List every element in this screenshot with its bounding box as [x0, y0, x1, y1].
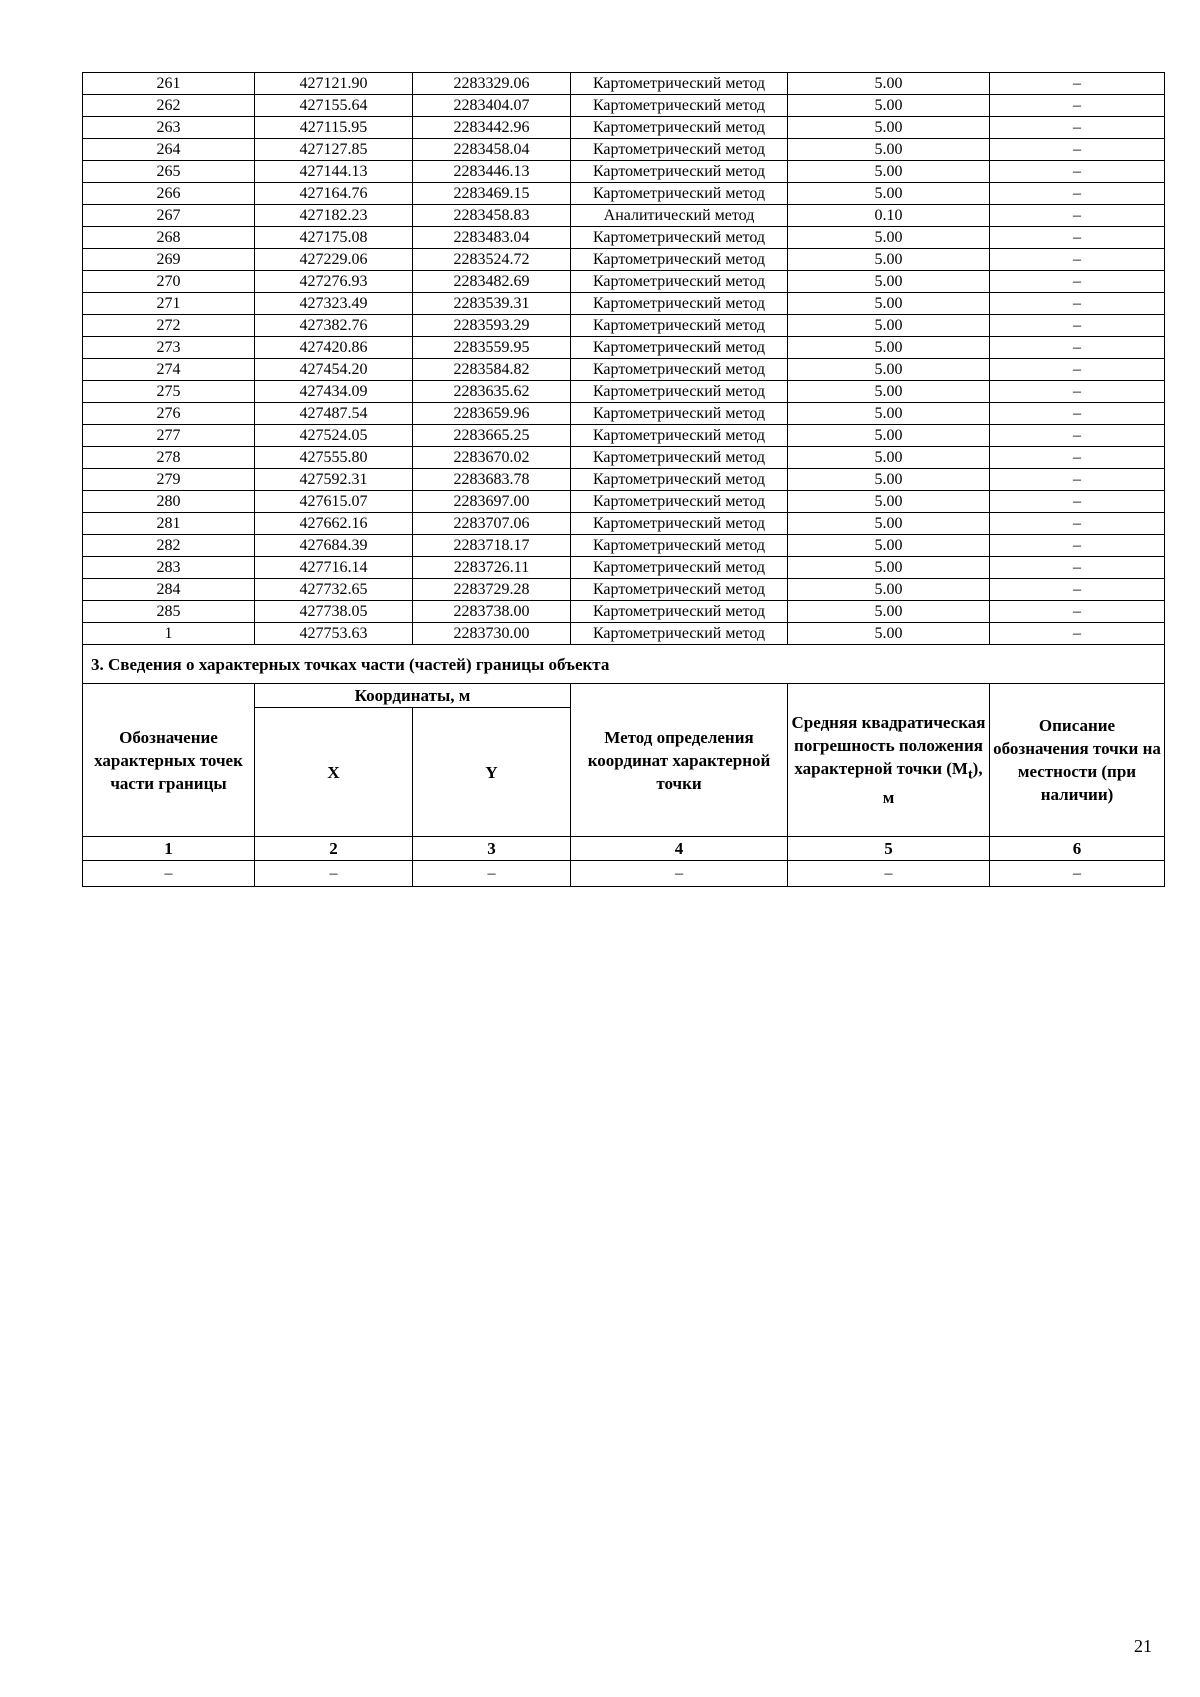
error-cell: 5.00 — [788, 513, 990, 535]
point-id-cell: 276 — [83, 403, 255, 425]
description-cell: – — [990, 535, 1165, 557]
description-cell: – — [990, 513, 1165, 535]
point-id-cell: 267 — [83, 205, 255, 227]
y-coordinate-cell: 2283329.06 — [413, 73, 571, 95]
x-coordinate-cell: 427716.14 — [255, 557, 413, 579]
error-cell: 0.10 — [788, 205, 990, 227]
error-cell: 5.00 — [788, 557, 990, 579]
x-coordinate-cell: 427434.09 — [255, 381, 413, 403]
table-row — [83, 293, 1165, 315]
x-coordinate-cell: 427229.06 — [255, 249, 413, 271]
table-row — [83, 403, 1165, 425]
method-cell: Картометрический метод — [571, 557, 788, 579]
point-id-cell: 285 — [83, 601, 255, 623]
method-cell: Картометрический метод — [571, 469, 788, 491]
x-coordinate-cell: 427276.93 — [255, 271, 413, 293]
table-row — [83, 205, 1165, 227]
table-row — [83, 491, 1165, 513]
point-id-cell: 261 — [83, 73, 255, 95]
y-coordinate-cell: 2283593.29 — [413, 315, 571, 337]
method-cell: Картометрический метод — [571, 315, 788, 337]
y-coordinate-cell: 2283469.15 — [413, 183, 571, 205]
table-cell: – — [255, 861, 413, 887]
header-method: Метод определения координат характерной точки — [571, 684, 788, 837]
header-error — [788, 684, 990, 837]
y-coordinate-cell: 2283584.82 — [413, 359, 571, 381]
y-coordinate-cell: 2283635.62 — [413, 381, 571, 403]
table-row — [83, 95, 1165, 117]
description-cell: – — [990, 359, 1165, 381]
table-row — [83, 381, 1165, 403]
description-cell: – — [990, 293, 1165, 315]
description-cell: – — [990, 139, 1165, 161]
method-cell: Картометрический метод — [571, 491, 788, 513]
table-cell: – — [788, 861, 990, 887]
method-cell: Картометрический метод — [571, 95, 788, 117]
section3-table — [83, 645, 1165, 887]
table-row — [83, 73, 1165, 95]
x-coordinate-cell: 427144.13 — [255, 161, 413, 183]
table-row — [83, 447, 1165, 469]
table-row — [83, 161, 1165, 183]
description-cell: – — [990, 161, 1165, 183]
method-cell: Картометрический метод — [571, 425, 788, 447]
x-coordinate-cell: 427738.05 — [255, 601, 413, 623]
table-row — [83, 535, 1165, 557]
y-coordinate-cell: 2283539.31 — [413, 293, 571, 315]
error-cell: 5.00 — [788, 161, 990, 183]
point-id-cell: 270 — [83, 271, 255, 293]
header-description: Описание обозначения точки на местности (при наличии) — [990, 684, 1165, 837]
table-cell: – — [571, 861, 788, 887]
table-cell: – — [990, 861, 1165, 887]
y-coordinate-cell: 2283718.17 — [413, 535, 571, 557]
error-cell: 5.00 — [788, 271, 990, 293]
description-cell: – — [990, 183, 1165, 205]
method-cell: Картометрический метод — [571, 117, 788, 139]
points-table-body — [83, 73, 1165, 645]
x-coordinate-cell: 427115.95 — [255, 117, 413, 139]
error-cell: 5.00 — [788, 359, 990, 381]
error-cell: 5.00 — [788, 601, 990, 623]
point-id-cell: 284 — [83, 579, 255, 601]
point-id-cell: 266 — [83, 183, 255, 205]
point-id-cell: 271 — [83, 293, 255, 315]
y-coordinate-cell: 2283729.28 — [413, 579, 571, 601]
point-id-cell: 268 — [83, 227, 255, 249]
error-cell: 5.00 — [788, 117, 990, 139]
error-cell: 5.00 — [788, 73, 990, 95]
point-id-cell: 273 — [83, 337, 255, 359]
error-cell: 5.00 — [788, 293, 990, 315]
y-coordinate-cell: 2283442.96 — [413, 117, 571, 139]
point-id-cell: 279 — [83, 469, 255, 491]
description-cell: – — [990, 73, 1165, 95]
page-number: 21 — [1134, 1636, 1152, 1656]
table-row — [83, 139, 1165, 161]
method-cell: Картометрический метод — [571, 623, 788, 645]
x-coordinate-cell: 427662.16 — [255, 513, 413, 535]
table-row — [83, 337, 1165, 359]
method-cell: Картометрический метод — [571, 139, 788, 161]
method-cell: Аналитический метод — [571, 205, 788, 227]
coordinates-table — [82, 72, 1165, 887]
y-coordinate-cell: 2283665.25 — [413, 425, 571, 447]
x-coordinate-cell: 427487.54 — [255, 403, 413, 425]
error-cell: 5.00 — [788, 337, 990, 359]
column-number: 2 — [255, 837, 413, 861]
y-coordinate-cell: 2283482.69 — [413, 271, 571, 293]
method-cell: Картометрический метод — [571, 293, 788, 315]
table-row — [83, 469, 1165, 491]
point-id-cell: 280 — [83, 491, 255, 513]
point-id-cell: 283 — [83, 557, 255, 579]
point-id-cell: 262 — [83, 95, 255, 117]
table-row — [83, 359, 1165, 381]
description-cell: – — [990, 315, 1165, 337]
description-cell: – — [990, 205, 1165, 227]
method-cell: Картометрический метод — [571, 183, 788, 205]
table-row — [83, 315, 1165, 337]
column-number: 6 — [990, 837, 1165, 861]
x-coordinate-cell: 427454.20 — [255, 359, 413, 381]
table-row — [83, 601, 1165, 623]
x-coordinate-cell: 427524.05 — [255, 425, 413, 447]
error-cell: 5.00 — [788, 227, 990, 249]
x-coordinate-cell: 427420.86 — [255, 337, 413, 359]
x-coordinate-cell: 427175.08 — [255, 227, 413, 249]
x-coordinate-cell: 427732.65 — [255, 579, 413, 601]
method-cell: Картометрический метод — [571, 73, 788, 95]
error-cell: 5.00 — [788, 315, 990, 337]
x-coordinate-cell: 427155.64 — [255, 95, 413, 117]
header-coordinates: Координаты, м — [255, 684, 571, 708]
description-cell: – — [990, 95, 1165, 117]
table-row — [83, 579, 1165, 601]
x-coordinate-cell: 427615.07 — [255, 491, 413, 513]
method-cell: Картометрический метод — [571, 381, 788, 403]
table-row — [83, 557, 1165, 579]
error-cell: 5.00 — [788, 447, 990, 469]
point-id-cell: 275 — [83, 381, 255, 403]
y-coordinate-cell: 2283458.04 — [413, 139, 571, 161]
y-coordinate-cell: 2283670.02 — [413, 447, 571, 469]
error-cell: 5.00 — [788, 139, 990, 161]
method-cell: Картометрический метод — [571, 447, 788, 469]
description-cell: – — [990, 579, 1165, 601]
method-cell: Картометрический метод — [571, 513, 788, 535]
table-row — [83, 623, 1165, 645]
method-cell: Картометрический метод — [571, 161, 788, 183]
header-x: X — [255, 708, 413, 837]
y-coordinate-cell: 2283446.13 — [413, 161, 571, 183]
header-y: Y — [413, 708, 571, 837]
x-coordinate-cell: 427323.49 — [255, 293, 413, 315]
method-cell: Картометрический метод — [571, 535, 788, 557]
method-cell: Картометрический метод — [571, 359, 788, 381]
table-row — [83, 183, 1165, 205]
column-number-row — [83, 837, 1165, 861]
point-id-cell: 281 — [83, 513, 255, 535]
error-cell: 5.00 — [788, 535, 990, 557]
description-cell: – — [990, 249, 1165, 271]
table-row — [83, 513, 1165, 535]
point-id-cell: 265 — [83, 161, 255, 183]
method-cell: Картометрический метод — [571, 271, 788, 293]
y-coordinate-cell: 2283659.96 — [413, 403, 571, 425]
description-cell: – — [990, 623, 1165, 645]
description-cell: – — [990, 337, 1165, 359]
description-cell: – — [990, 271, 1165, 293]
error-cell: 5.00 — [788, 403, 990, 425]
point-id-cell: 264 — [83, 139, 255, 161]
empty-data-row — [83, 861, 1165, 887]
point-id-cell: 274 — [83, 359, 255, 381]
description-cell: – — [990, 491, 1165, 513]
header-error-subscript: t — [967, 766, 973, 783]
y-coordinate-cell: 2283730.00 — [413, 623, 571, 645]
point-id-cell: 278 — [83, 447, 255, 469]
table-row — [83, 271, 1165, 293]
y-coordinate-cell: 2283404.07 — [413, 95, 571, 117]
y-coordinate-cell: 2283697.00 — [413, 491, 571, 513]
error-cell: 5.00 — [788, 95, 990, 117]
column-number: 5 — [788, 837, 990, 861]
description-cell: – — [990, 447, 1165, 469]
method-cell: Картометрический метод — [571, 227, 788, 249]
error-cell: 5.00 — [788, 491, 990, 513]
x-coordinate-cell: 427753.63 — [255, 623, 413, 645]
point-id-cell: 269 — [83, 249, 255, 271]
table-row — [83, 117, 1165, 139]
section3-title: 3. Сведения о характерных точках части (частей) границы объекта — [83, 645, 1165, 684]
table-row — [83, 249, 1165, 271]
x-coordinate-cell: 427164.76 — [255, 183, 413, 205]
description-cell: – — [990, 557, 1165, 579]
x-coordinate-cell: 427182.23 — [255, 205, 413, 227]
method-cell: Картометрический метод — [571, 579, 788, 601]
description-cell: – — [990, 381, 1165, 403]
error-cell: 5.00 — [788, 579, 990, 601]
point-id-cell: 277 — [83, 425, 255, 447]
point-id-cell: 272 — [83, 315, 255, 337]
description-cell: – — [990, 227, 1165, 249]
method-cell: Картометрический метод — [571, 337, 788, 359]
error-cell: 5.00 — [788, 381, 990, 403]
x-coordinate-cell: 427555.80 — [255, 447, 413, 469]
description-cell: – — [990, 117, 1165, 139]
error-cell: 5.00 — [788, 469, 990, 491]
description-cell: – — [990, 425, 1165, 447]
y-coordinate-cell: 2283726.11 — [413, 557, 571, 579]
x-coordinate-cell: 427382.76 — [255, 315, 413, 337]
table-row — [83, 425, 1165, 447]
table-cell: – — [83, 861, 255, 887]
description-cell: – — [990, 601, 1165, 623]
header-error-prefix: Средняя квадратическая погрешность положения характерной точки (M — [791, 712, 986, 778]
y-coordinate-cell: 2283738.00 — [413, 601, 571, 623]
x-coordinate-cell: 427592.31 — [255, 469, 413, 491]
point-id-cell: 263 — [83, 117, 255, 139]
description-cell: – — [990, 403, 1165, 425]
y-coordinate-cell: 2283483.04 — [413, 227, 571, 249]
y-coordinate-cell: 2283458.83 — [413, 205, 571, 227]
point-id-cell: 1 — [83, 623, 255, 645]
method-cell: Картометрический метод — [571, 403, 788, 425]
error-cell: 5.00 — [788, 425, 990, 447]
error-cell: 5.00 — [788, 249, 990, 271]
column-number: 4 — [571, 837, 788, 861]
error-cell: 5.00 — [788, 623, 990, 645]
x-coordinate-cell: 427121.90 — [255, 73, 413, 95]
table-row — [83, 227, 1165, 249]
column-number: 3 — [413, 837, 571, 861]
y-coordinate-cell: 2283707.06 — [413, 513, 571, 535]
point-id-cell: 282 — [83, 535, 255, 557]
x-coordinate-cell: 427127.85 — [255, 139, 413, 161]
table-cell: – — [413, 861, 571, 887]
column-number: 1 — [83, 837, 255, 861]
error-cell: 5.00 — [788, 183, 990, 205]
x-coordinate-cell: 427684.39 — [255, 535, 413, 557]
header-error-suffix: ), м — [882, 758, 983, 808]
header-designation: Обозначение характерных точек части границы — [83, 684, 255, 837]
method-cell: Картометрический метод — [571, 601, 788, 623]
description-cell: – — [990, 469, 1165, 491]
y-coordinate-cell: 2283559.95 — [413, 337, 571, 359]
method-cell: Картометрический метод — [571, 249, 788, 271]
y-coordinate-cell: 2283524.72 — [413, 249, 571, 271]
y-coordinate-cell: 2283683.78 — [413, 469, 571, 491]
